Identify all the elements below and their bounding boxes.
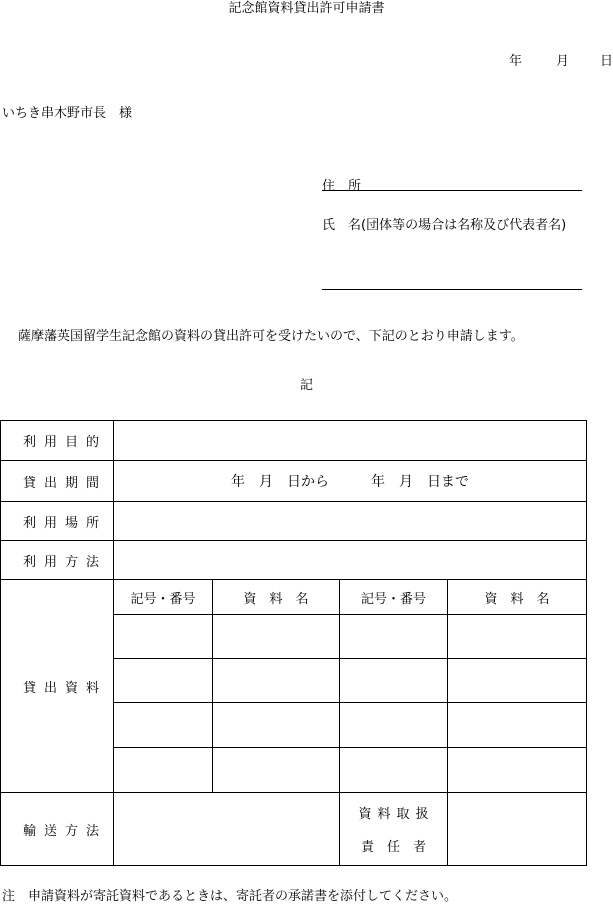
materials-cell[interactable] — [213, 703, 339, 747]
transport-field[interactable] — [114, 793, 339, 865]
address-field[interactable] — [322, 190, 582, 191]
application-form-table — [0, 420, 587, 866]
method-label: 利用方法 — [22, 554, 107, 570]
materials-cell[interactable] — [114, 703, 212, 747]
address-label: 住 所 — [322, 179, 362, 194]
materials-label: 貸出資料 — [22, 680, 107, 696]
purpose-field[interactable] — [114, 421, 586, 460]
materials-cell[interactable] — [114, 748, 212, 792]
period-label: 貸出期間 — [22, 475, 107, 491]
method-field[interactable] — [114, 541, 586, 579]
materials-header-code: 記号・番号 — [360, 591, 426, 607]
date-year-label: 年 — [509, 54, 523, 69]
materials-cell[interactable] — [340, 703, 447, 747]
materials-cell[interactable] — [114, 615, 212, 658]
materials-cell[interactable] — [448, 615, 586, 658]
materials-cell[interactable] — [448, 659, 586, 702]
materials-cell[interactable] — [213, 748, 339, 792]
materials-cell[interactable] — [448, 703, 586, 747]
table-border-bottom — [0, 865, 587, 866]
handler-label-line2: 責 任 者 — [360, 840, 426, 855]
name-label: 氏 名(団体等の場合は名称及び代表者名) — [322, 218, 567, 233]
materials-cell[interactable] — [213, 659, 339, 702]
materials-cell[interactable] — [114, 659, 212, 702]
handler-label — [340, 793, 447, 865]
place-label: 利用場所 — [22, 515, 107, 531]
date-day-label: 日 — [600, 54, 613, 69]
materials-header-name: 資 料 名 — [484, 591, 550, 607]
document-title: 記念館資料貸出許可申請書 — [228, 1, 385, 16]
handler-field[interactable] — [448, 793, 586, 865]
table-border-right — [586, 420, 587, 866]
materials-cell[interactable] — [340, 748, 447, 792]
transport-label: 輸送方法 — [22, 823, 107, 839]
name-field[interactable] — [322, 289, 582, 290]
materials-cell[interactable] — [340, 659, 447, 702]
period-field[interactable]: 年 月 日から 年 月 日まで — [231, 474, 469, 490]
ki-heading: 記 — [299, 378, 313, 393]
place-field[interactable] — [114, 502, 586, 540]
materials-cell[interactable] — [448, 748, 586, 792]
materials-header-name: 資 料 名 — [243, 591, 309, 607]
handler-label-line1: 資料取扱 — [358, 807, 435, 822]
addressee: いちき串木野市長 様 — [2, 106, 133, 121]
request-statement: 薩摩藩英国留学生記念館の資料の貸出許可を受けたいので、下記のとおり申請します。 — [18, 329, 524, 344]
purpose-label: 利用目的 — [22, 435, 107, 450]
materials-header-code: 記号・番号 — [130, 591, 196, 607]
materials-cell[interactable] — [213, 615, 339, 658]
materials-cell[interactable] — [340, 615, 447, 658]
date-month-label: 月 — [556, 54, 570, 69]
footnote: 注 申請資料が寄託資料であるときは、寄託者の承諾書を添付してください。 — [2, 889, 458, 904]
